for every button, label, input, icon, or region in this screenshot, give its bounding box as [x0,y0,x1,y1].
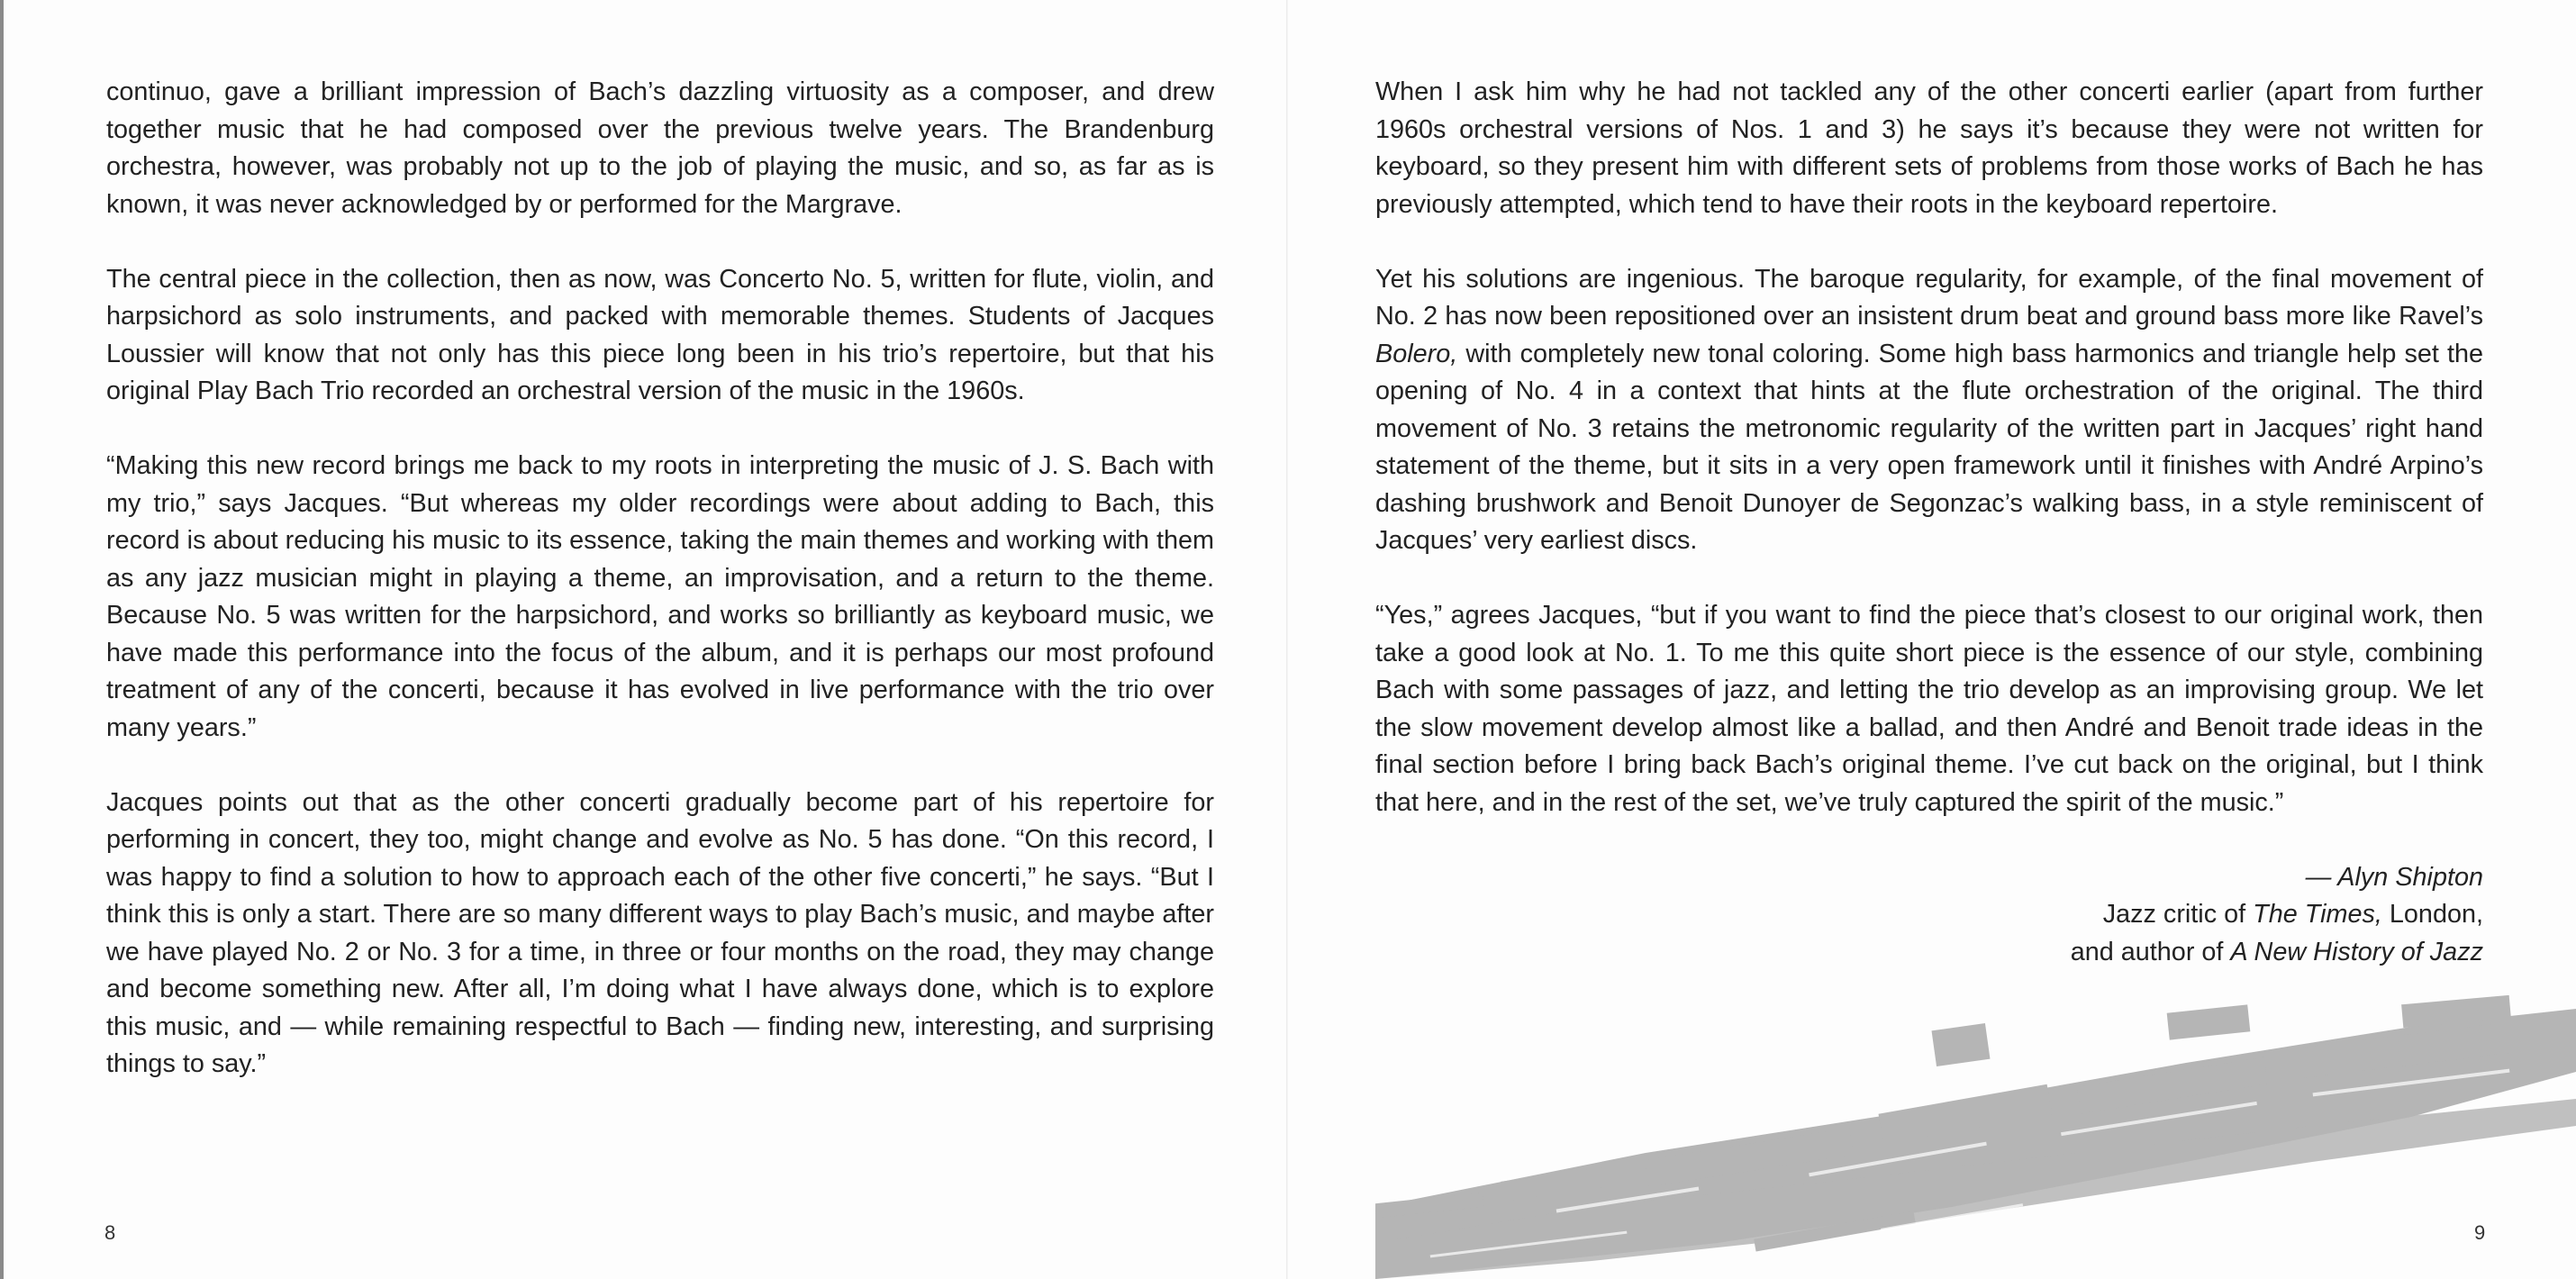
body-paragraph: “Yes,” agrees Jacques, “but if you want to find the piece that’s closest to our original work, then take a good look at No. 1. To me this quite short piece is the essence of our style, combining Bach with some passages of jazz, and letting the trio develop as an improvising group. We let the slow movement develop almost like a ballad, and then André and Benoit trade ideas in the final section before I bring back Bach’s original theme. I’ve cut back on the original, but I think that here, and in the rest of the set, we’ve truly captured the spirit of the music.” [1375,601,2483,817]
left-text-column [106,74,1214,1120]
page-number: 8 [104,1221,116,1244]
text-run: Jazz critic of [2102,900,2254,929]
right-text-column [1375,74,2483,971]
book-title: A New History of Jazz [2230,937,2483,966]
publication-title: The Times, [2253,900,2382,929]
author-name: — Alyn Shipton [2305,862,2483,892]
text-run: with completely new tonal coloring. Some high bass harmonics and triangle help set the opening of No. 4 in a context that hints at the flute orchestration of the original. The third movement of No. 3 retains the metronomic regularity of the written part in Jacques’ right hand statement of the theme, but it sits in a very open framework until it finishes with André Arpino’s dashing brushwork and Benoit Dunoyer de Segonzac’s walking bass, in a style reminiscent of Jacques’ very earliest discs. [1375,339,2483,555]
author-credit [1375,859,2483,972]
right-page [1288,0,2576,1279]
work-title: Bolero, [1375,339,1458,368]
body-paragraph: The central piece in the collection, then as now, was Concerto No. 5, written for flute, violin, and harpsichord as solo instruments, and packed with memorable themes. Students of Jacques Loussier will know that not only has this piece long been in his trio’s repertoire, but that his original Play Bach Trio recorded an orchestral version of the music in the 1960s. [106,264,1214,405]
body-paragraph: “Making this new record brings me back to my roots in interpreting the music of J. S. Bach with my trio,” says Jacques. “But whereas my older recordings were about adding to Bach, this record is about reducing his music to its essence, taking the main themes and working with them as any jazz musician might in playing a theme, an improvisation, and a return to the theme. Because No. 5 was written for the harpsichord, and works so brilliantly as keyboard music, we have made this performance into the focus of the album, and it is perhaps our most profound treatment of any of the concerti, because it has evolved in live performance with the trio over many years.” [106,451,1214,742]
text-run: London, [2381,900,2483,929]
body-paragraph [1375,261,2483,560]
body-paragraph: When I ask him why he had not tackled any of the other concerti earlier (apart from further 1960s orchestral versions of Nos. 1 and 3) he says it’s because they were not written for keyboard, so they present him with different sets of problems from those works of Bach he has previously attempted, which tend to have their roots in the keyboard repertoire. [1375,77,2483,219]
body-paragraph: Jacques points out that as the other concerti gradually become part of his repertoire for performing in concert, they too, might change and evolve as No. 5 has done. “On this record, I was happy to find a solution to how to approach each of the other five concerti,” he says. “But I think this is only a start. There are so many different ways to play Bach’s music, and maybe after we have played No. 2 or No. 3 for a time, in three or four months on the road, they may change and become something new. After all, I’m doing what I have always done, which is to explore this music, and — while remaining respectful to Bach — finding new, interesting, and surprising things to say.” [106,787,1214,1078]
page-number: 9 [2474,1221,2486,1244]
body-paragraph: continuo, gave a brilliant impression of Bach’s dazzling virtuosity as a composer, and drew together music that he had composed over the previous twelve years. The Brandenburg orchestra, however, was probably not up to the job of playing the music, and so, as far as is known, it was never acknowledged by or performed for the Margrave. [106,77,1214,219]
text-run: Yet his solutions are ingenious. The baroque regularity, for example, of the final movement of No. 2 has now been repositioned over an insistent drum beat and ground bass more like Ravel’s [1375,264,2483,331]
text-run: and author of [2070,937,2231,966]
grayscale-graphic-illustration [1375,973,2576,1279]
